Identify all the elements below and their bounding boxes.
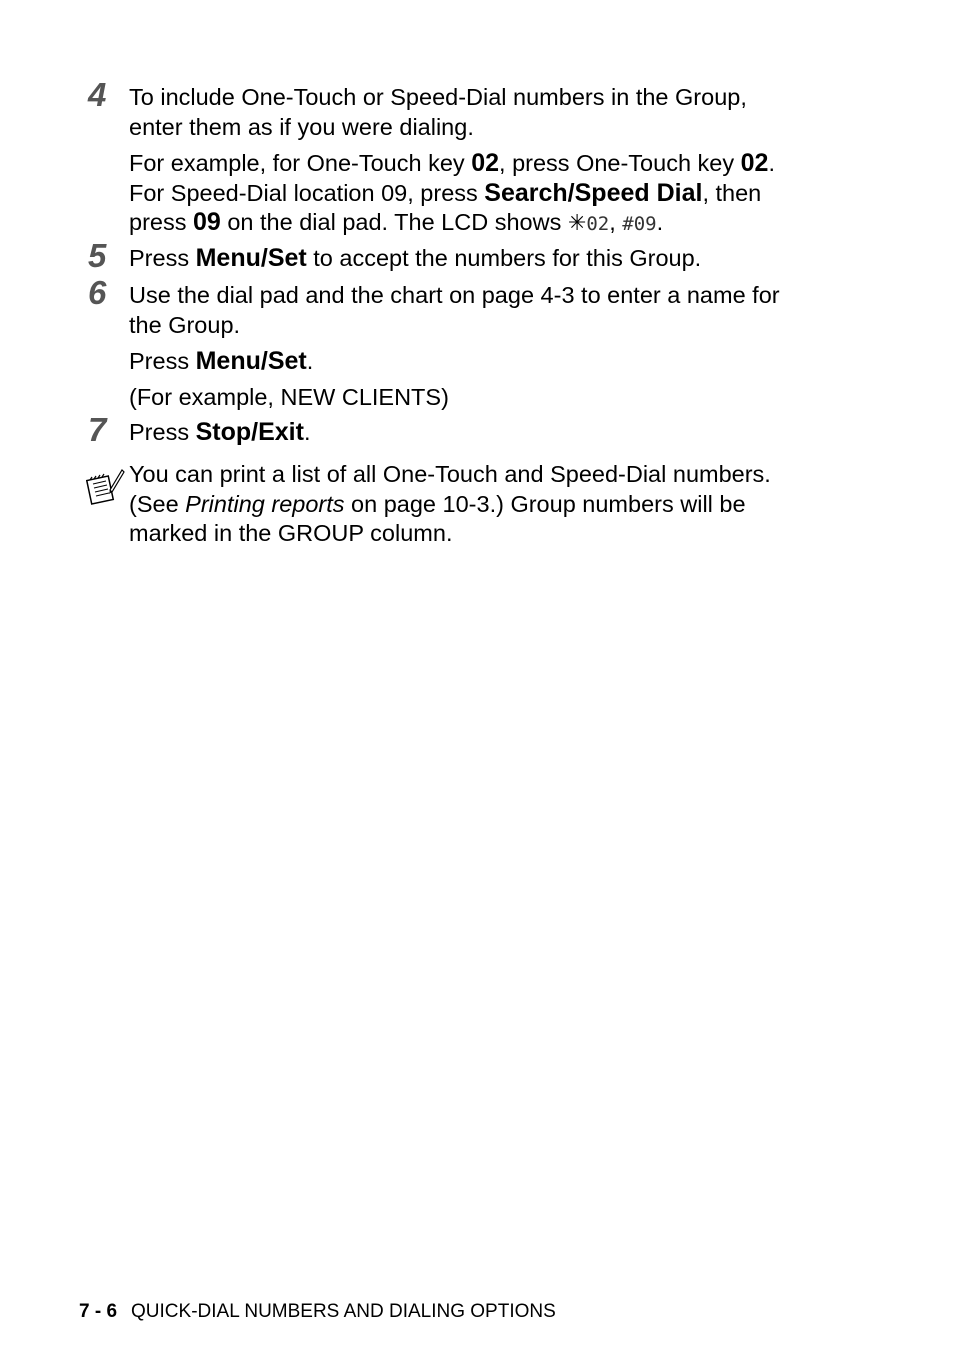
step-4-example-line2: For Speed-Dial location 09, press Search/Speed Dial, then <box>129 178 762 207</box>
step-number-6: 6 <box>88 274 107 311</box>
page-number: 7 - 6 <box>79 1301 118 1322</box>
step-4-example-line1: For example, for One-Touch key 02, press One-Touch key 02. <box>129 149 775 177</box>
step-4-line2: enter them as if you were dialing. <box>129 113 474 140</box>
step-4-example-line3: press 09 on the dial pad. The LCD shows ✳02, #09. <box>129 208 664 236</box>
step-4-text <box>129 83 829 142</box>
step-5-text: Press Menu/Set to accept the numbers for this Group. <box>129 244 702 272</box>
step-6-example: (For example, NEW CLIENTS) <box>129 384 449 410</box>
note-pad-icon <box>86 466 126 506</box>
key-09: 09 <box>193 208 221 236</box>
step-6-text: Use the dial pad and the chart on page 4-3 to enter a name for the Group. <box>129 282 780 338</box>
key-02: 02 <box>471 149 500 177</box>
key-menu-set: Menu/Set <box>195 244 307 272</box>
step-7-text: Press Stop/Exit. <box>129 418 311 446</box>
key-02: 02 <box>740 149 769 177</box>
step-4-example <box>129 149 829 240</box>
note-text: You can print a list of all One-Touch and Speed-Dial numbers. (See Printing reports on page 10-3.) Group numbers will be marked in the GROUP column. <box>129 461 771 546</box>
page-footer <box>79 1300 556 1324</box>
step-number-4: 4 <box>88 76 107 113</box>
chapter-title: QUICK-DIAL NUMBERS AND DIALING OPTIONS <box>131 1301 556 1322</box>
step-4-line1: To include One-Touch or Speed-Dial numbers in the Group, <box>129 84 747 110</box>
printing-reports-reference: Printing reports <box>185 490 345 517</box>
asterisk-icon: ✳ <box>567 210 587 235</box>
lcd-display: ✳02, #09. <box>567 209 664 235</box>
key-search-speed-dial: Search/Speed Dial <box>484 178 703 207</box>
step-6-press: Press Menu/Set. <box>129 347 314 375</box>
step-number-7: 7 <box>88 411 107 448</box>
step-number-5: 5 <box>88 237 107 274</box>
key-stop-exit: Stop/Exit <box>195 418 304 446</box>
key-menu-set: Menu/Set <box>195 347 307 375</box>
